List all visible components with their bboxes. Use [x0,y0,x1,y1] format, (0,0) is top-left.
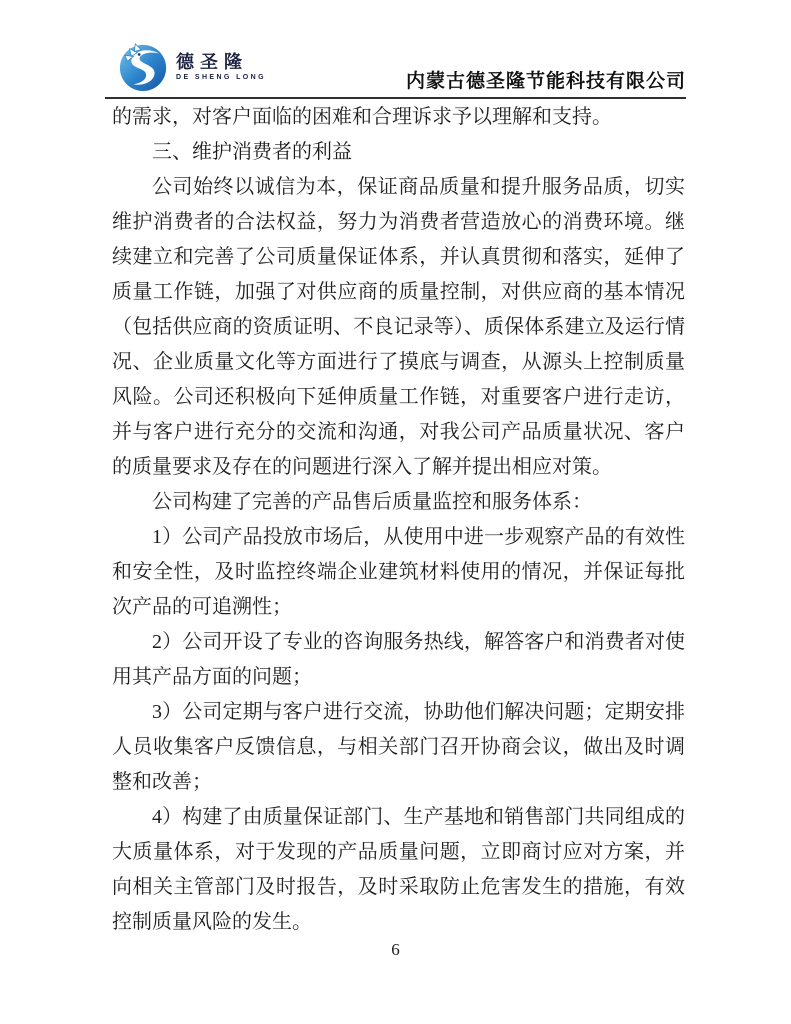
paragraph: 公司构建了完善的产品售后质量监控和服务体系： [152,491,592,513]
logo-wordmark [176,52,266,81]
page-header [105,0,686,99]
paragraph: 1）公司产品投放市场后，从使用中进一步观察产品的有效性和安全性，及时监控终端企业建筑材料使用的情况，并保证每批次产品的可追溯性； [112,526,685,618]
section-heading: 三、维护消费者的利益 [152,141,352,163]
logo-english-name: DE SHENG LONG [176,73,266,81]
paragraph: 4）构建了由质量保证部门、生产基地和销售部门共同组成的大质量体系，对于发现的产品质量问题，立即商讨应对方案，并向相关主管部门及时报告，及时采取防止危害发生的措施，有效控制质量风险的发生。 [112,806,685,933]
document-body [112,100,685,940]
page-number: 6 [391,940,400,959]
logo-chinese-name: 德圣隆 [176,51,248,72]
company-logo [117,40,266,92]
company-name-header: 内蒙古德圣隆节能科技有限公司 [405,71,686,92]
paragraph: 2）公司开设了专业的咨询服务热线，解答客户和消费者对使用其产品方面的问题； [112,631,685,688]
dragon-s-logo-icon [117,40,169,92]
paragraph: 3）公司定期与客户进行交流，协助他们解决问题；定期安排人员收集客户反馈信息，与相关部门召开协商会议，做出及时调整和改善； [112,701,685,793]
paragraph: 公司始终以诚信为本，保证商品质量和提升服务品质，切实维护消费者的合法权益，努力为消费者营造放心的消费环境。继续建立和完善了公司质量保证体系，并认真贯彻和落实，延伸了质量工作链，加强了对供应商的质量控制，对供应商的基本情况（包括供应商的资质证明、不良记录等）、质保体系建立及运行情况、企业质量文化等方面进行了摸底与调查，从源头上控制质量风险。公司还积极向下延伸质量工作链，对重要客户进行走访，并与客户进行充分的交流和沟通，对我公司产品质量状况、客户的质量要求及存在的问题进行深入了解并提出相应对策。 [112,176,685,478]
paragraph: 的需求，对客户面临的困难和合理诉求予以理解和支持。 [112,106,612,128]
